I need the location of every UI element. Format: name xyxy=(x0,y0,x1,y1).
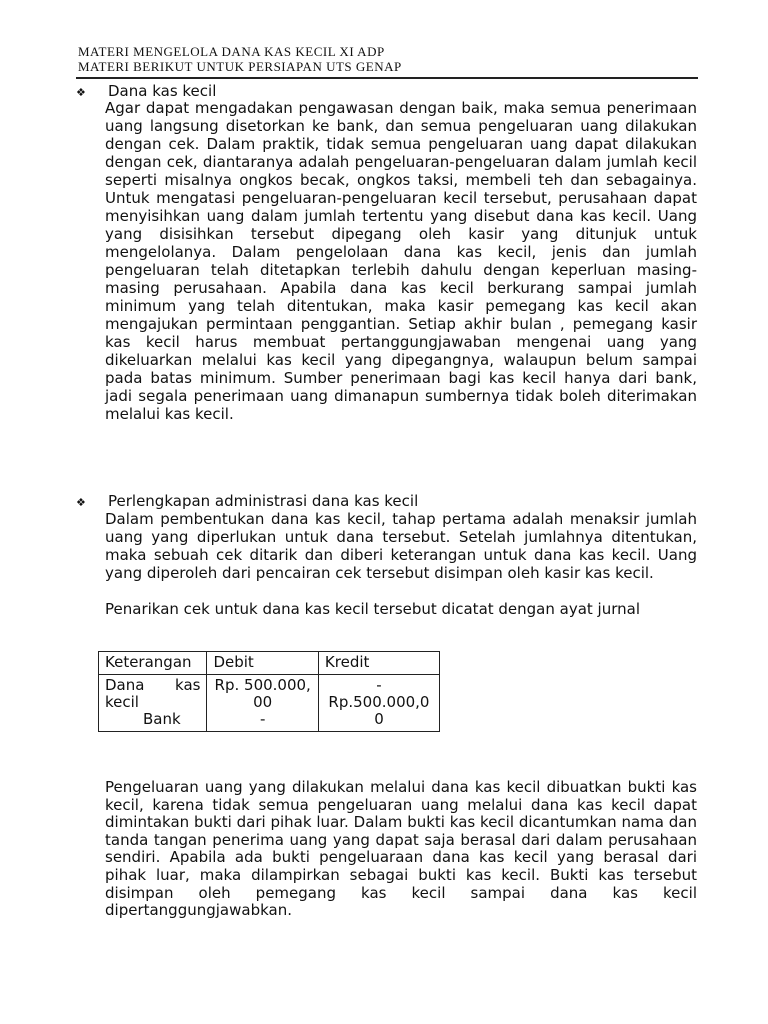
section-2-paragraph-1: Dalam pembentukan dana kas kecil, tahap pertama adalah menaksir jumlah uang yang diperlukan untuk dana tersebut. Setelah jumlahnya ditentukan, maka sebuah cek ditarik dan diberi keterangan untuk dana kas kecil. Uang yang diperoleh dari pencairan cek tersebut disimpan oleh kasir kas kecil. xyxy=(105,510,697,582)
header-divider xyxy=(76,77,698,79)
journal-table xyxy=(98,651,440,732)
section-heading-perlengkapan: Perlengkapan administrasi dana kas kecil xyxy=(108,492,419,510)
table-header-row xyxy=(99,652,440,675)
table-cell-kredit: - Rp.500.000,00 xyxy=(318,675,439,732)
section-2-paragraph-3: Pengeluaran uang yang dilakukan melalui dana kas kecil dibuatkan bukti kas kecil, karena tidak semua pengeluaran uang melalui dana kas kecil dapat dimintakan bukti dari pihak luar. Dalam bukti kas kecil dicantumkan nama dan tanda tangan penerima uang yang dapat saja berasal dari dalam perusahaan sendiri. Apabila ada bukti pengeluaraan dana kas kecil yang berasal dari pihak luar, maka dilampirkan sebagai bukti kas kecil. Bukti kas tersebut disimpan oleh pemegang kas kecil sampai dana kas kecil dipertanggungjawabkan. xyxy=(105,778,697,920)
table-header-debit: Debit xyxy=(207,652,318,675)
table-row xyxy=(99,675,440,732)
table-cell-debit: Rp. 500.000,00 - xyxy=(207,675,318,732)
section-2-paragraph-2: Penarikan cek untuk dana kas kecil tersebut dicatat dengan ayat jurnal xyxy=(105,600,641,618)
section-1-paragraph: Agar dapat mengadakan pengawasan dengan baik, maka semua penerimaan uang langsung disetorkan ke bank, dan semua pengeluaran uang dilakukan dengan cek. Dalam praktik, tidak semua pengeluaran uang dapat dilakukan dengan cek, diantaranya adalah pengeluaran-pengeluaran dalam jumlah kecil seperti misalnya ongkos becak, ongkos taksi, membeli teh dan sebagainya. Untuk mengatasi pengeluaran-pengeluaran kecil tersebut, perusahaan dapat menyisihkan uang dalam jumlah tertentu yang disebut dana kas kecil. Uang yang disisihkan tersebut dipegang oleh kasir yang ditunjuk untuk mengelolanya. Dalam pengelolaan dana kas kecil, jenis dan jumlah pengeluaran telah ditetapkan terlebih dahulu dengan keperluan masing-masing perusahaan. Apabila dana kas kecil berkurang sampai jumlah minimum yang telah ditentukan, maka kasir pemegang kas kecil akan mengajukan permintaan penggantian. Setiap akhir bulan , pemegang kasir kas kecil harus membuat pertanggungjawaban mengenai uang yang dikeluarkan melalui kas kecil yang dipegangnya, walaupun belum sampai pada batas minimum. Sumber penerimaan bagi kas kecil hanya dari bank, jadi segala penerimaan uang dimanapun sumbernya tidak boleh diterimakan melalui kas kecil. xyxy=(105,99,697,423)
header-line-1: MATERI MENGELOLA DANA KAS KECIL XI ADP xyxy=(78,44,385,59)
bullet-diamond-icon: ❖ xyxy=(76,86,86,99)
header-line-2: MATERI BERIKUT UNTUK PERSIAPAN UTS GENAP xyxy=(78,59,402,74)
table-cell-account: Dana kas kecil Bank xyxy=(99,675,207,732)
bullet-diamond-icon: ❖ xyxy=(76,496,86,509)
table-header-kredit: Kredit xyxy=(318,652,439,675)
section-heading-dana-kas-kecil: Dana kas kecil xyxy=(108,82,217,100)
table-header-keterangan: Keterangan xyxy=(99,652,207,675)
page-header xyxy=(78,44,698,74)
